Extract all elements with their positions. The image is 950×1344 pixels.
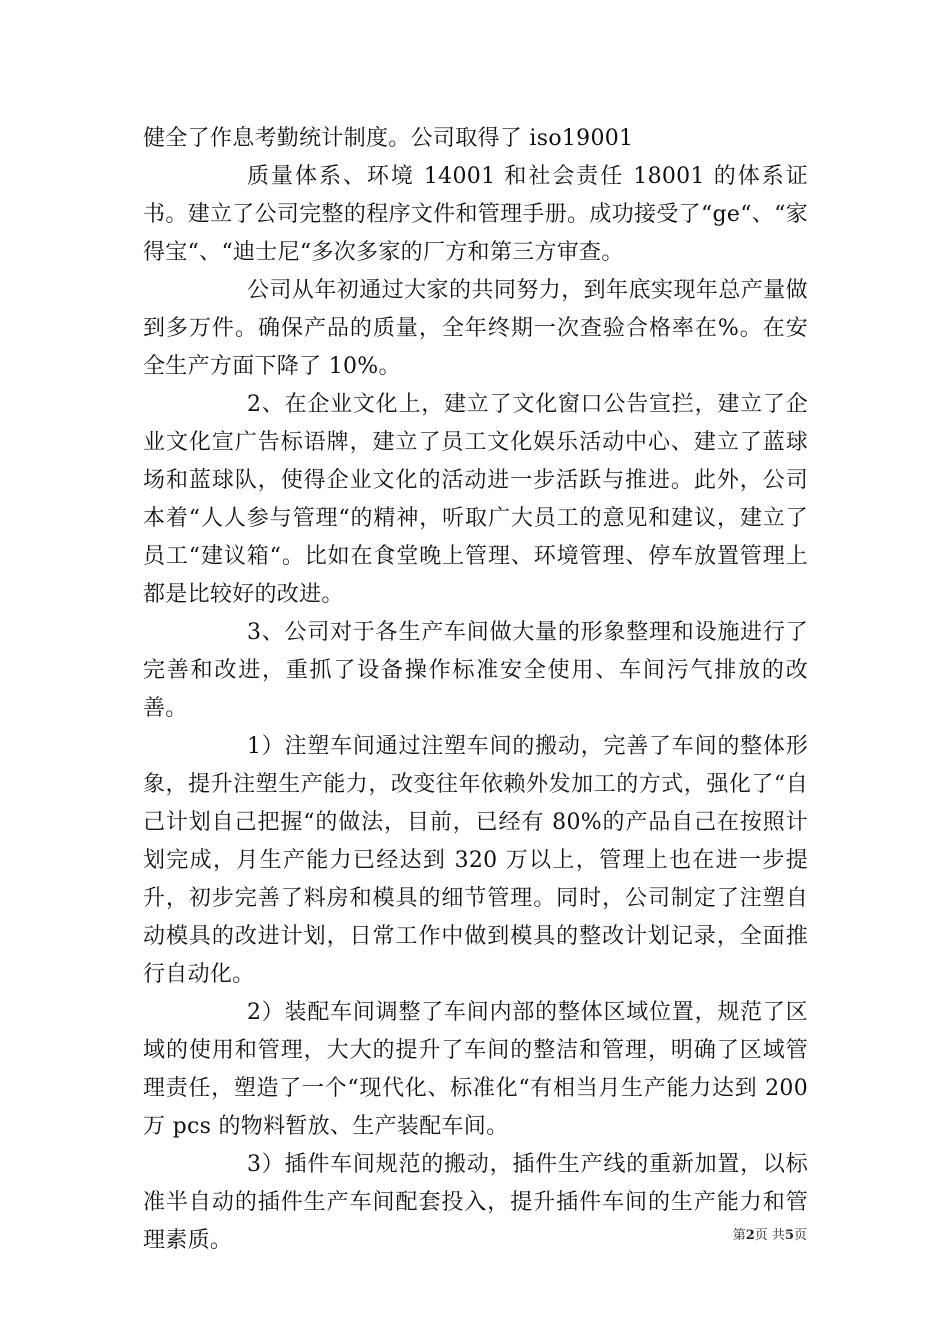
footer-suffix: 页 (793, 1228, 807, 1243)
paragraph-assembly-workshop: 2）装配车间调整了车间内部的整体区域位置，规范了区域的使用和管理，大大的提升了车间的整洁和管理，明确了区域管理责任，塑造了一个“现代化、标准化“有相当月生产能力达到 200 万 pcs 的物料暂放、生产装配车间。 (143, 1000, 808, 1139)
paragraph-injection-workshop: 1）注塑车间通过注塑车间的搬动，完善了车间的整体形象，提升注塑生产能力，改变往年依赖外发加工的方式，强化了“自己计划自己把握“的做法，目前，已经有 80%的产品自己在按照计划完成，月生产能力已经达到 320 万以上，管理上也在进一步提升，初步完善了料房和模具的细节管理。同时，公司制定了注塑自动模具的改进计划，日常工作中做到模具的整改计划记录，全面推行自动化。 (143, 734, 808, 987)
footer-middle: 页 共 (754, 1228, 785, 1243)
current-page-number: 2 (745, 1228, 755, 1243)
total-page-number: 5 (784, 1228, 794, 1243)
footer-prefix: 第 (732, 1228, 746, 1243)
document-body (143, 120, 808, 1260)
paragraph-corporate-culture: 2、在企业文化上，建立了文化窗口公告宣拦，建立了企业文化宣广告标语牌，建立了员工文化娱乐活动中心、建立了蓝球场和蓝球队，使得企业文化的活动进一步活跃与推进。此外，公司本着“人人参与管理“的精神，听取广大员工的意见和建议，建立了员工“建议箱“。比如在食堂晚上管理、环境管理、停车放置管理上都是比较好的改进。 (143, 392, 808, 607)
paragraph-certification: 质量体系、环境 14001 和社会责任 18001 的体系证书。建立了公司完整的程序文件和管理手册。成功接受了“ge“、“家得宝“、“迪士尼“多次多家的厂方和第三方审查。 (143, 164, 808, 265)
paragraph-continuation: 健全了作息考勤统计制度。公司取得了 iso19001 (143, 126, 634, 151)
paragraph-plugin-workshop: 3）插件车间规范的搬动，插件生产线的重新加置，以标准半自动的插件生产车间配套投入，提升插件车间的生产能力和管理素质。 (143, 1152, 808, 1253)
paragraph-workshop-improvement: 3、公司对于各生产车间做大量的形象整理和设施进行了完善和改进，重抓了设备操作标准安全使用、车间污气排放的改善。 (143, 620, 808, 721)
page-number-footer (733, 1228, 807, 1244)
paragraph-production: 公司从年初通过大家的共同努力，到年底实现年总产量做到多万件。确保产品的质量，全年终期一次查验合格率在%。在安全生产方面下降了 10%。 (143, 278, 808, 379)
